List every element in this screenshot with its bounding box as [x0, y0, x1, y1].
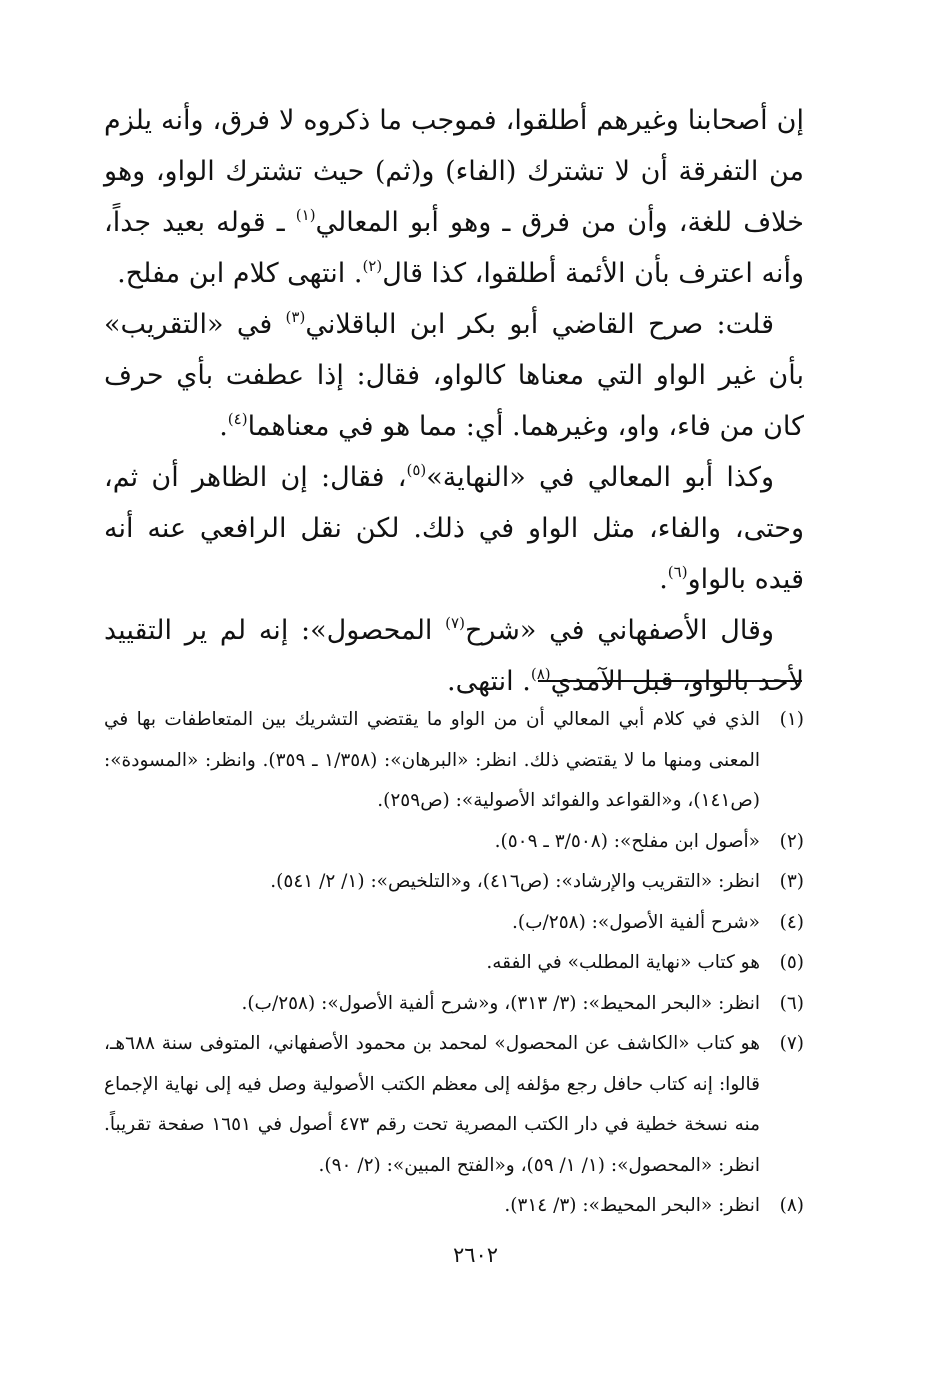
- footnote-ref-7[interactable]: (٧): [445, 614, 465, 632]
- footnote-text: الذي في كلام أبي المعالي أن من الواو ما يقتضي التشريك بين المتعاطفات بها في المعنى ومنها ما لا يقتضي ذلك. انظر: «البرهان»: (١/٣٥٨ ـ ٣٥٩). وانظر: «المسودة»: (ص١٤١)، و«القواعد والفوائد الأصولية»: (ص٢٥٩).: [104, 709, 760, 811]
- footnote-text: انظر: «التقريب والإرشاد»: (ص٤١٦)، و«التلخيص»: (١/ ٢/ ٥٤١).: [270, 871, 760, 892]
- footnote-number: (٥): [779, 952, 804, 973]
- footnote-number: (٦): [779, 992, 804, 1014]
- paragraph-4: [104, 605, 804, 707]
- paragraph-text: وكذا أبو المعالي في «النهاية»: [426, 462, 775, 493]
- footnote-ref-5[interactable]: (٥): [406, 461, 427, 479]
- footnotes: [104, 700, 804, 1227]
- paragraph-text: .: [659, 564, 668, 595]
- footnote-ref-2[interactable]: (٢): [362, 257, 383, 275]
- footnote-number: (٨): [779, 1195, 804, 1216]
- footnote-number: (٣): [779, 871, 804, 892]
- footnote-text: «أصول ابن مفلح»: (٣/٥٠٨ ـ ٥٠٩).: [494, 830, 760, 852]
- paragraph-text: .: [219, 411, 228, 442]
- paragraph-text: في «التقريب» بأن غير الواو التي معناها كالواو، فقال: إذا عطفت بأي حرف كان من فاء، واو، وغيرهما. أي: مما هو في معناهما: [104, 309, 804, 442]
- footnote-ref-4[interactable]: (٤): [227, 410, 248, 428]
- footnote-1: [104, 700, 804, 822]
- paragraph-text: وقال الأصفهاني في «شرح: [464, 615, 774, 646]
- paragraph-text: . انتهى كلام ابن مفلح.: [117, 258, 363, 289]
- footnote-ref-6[interactable]: (٦): [667, 563, 688, 581]
- paragraph-1: [104, 95, 804, 299]
- footnote-3: [104, 862, 804, 903]
- footnote-ref-1[interactable]: (١): [295, 206, 316, 224]
- paragraph-text: ـ قوله بعيد جداً، وأنه اعترف بأن الأئمة أطلقوا، كذا قال: [104, 207, 804, 289]
- paragraph-3: [104, 452, 804, 605]
- footnote-number: (٤): [779, 911, 804, 933]
- footnote-ref-8[interactable]: (٨): [530, 665, 551, 683]
- footnote-number: (١): [779, 709, 804, 730]
- footnote-text: انظر: «البحر المحيط»: (٣/ ٣١٤).: [504, 1195, 760, 1216]
- paragraph-text: إن أصحابنا وغيرهم أطلقوا، فموجب ما ذكروه لا فرق، وأنه يلزم من التفرقة أن لا تشترك (الفاء) و(ثم) حيث تشترك الواو، وهو خلاف للغة، وأن من فرق ـ وهو أبو المعالي: [104, 105, 804, 238]
- footnote-7: [104, 1024, 804, 1186]
- footnote-5: [104, 943, 804, 984]
- page-number: ٢٦٠٢: [452, 1243, 499, 1267]
- footnote-text: هو كتاب «الكاشف عن المحصول» لمحمد بن محمود الأصفهاني، المتوفى سنة ٦٨٨هـ، قالوا: إنه كتاب حافل رجع مؤلفه إلى معظم الكتب الأصولية وصل فيه إلى نهاية الإجماع منه نسخة خطية في دار الكتب المصرية تحت رقم ٤٧٣ أصول في ١٦٥١ صفحة تقريباً. انظر: «المحصول»: (١/ ١/ ٥٩)، و«الفتح المبين»: (٢/ ٩٠).: [104, 1033, 760, 1176]
- footnote-6: [104, 984, 804, 1025]
- footnote-8: [104, 1186, 804, 1227]
- footnote-4: [104, 903, 804, 944]
- footnote-text: هو كتاب «نهاية المطلب» في الفقه.: [486, 952, 760, 973]
- footnote-number: (٢): [779, 830, 804, 852]
- footnote-2: [104, 822, 804, 863]
- footnote-separator: [538, 680, 802, 682]
- paragraph-text: قلت: صرح القاضي أبو بكر ابن الباقلاني: [305, 309, 774, 340]
- footnote-text: «شرح ألفية الأصول»: (٢٥٨/ب).: [512, 911, 760, 933]
- footnote-ref-3[interactable]: (٣): [285, 308, 306, 326]
- paragraph-text: ، فقال: إن الظاهر أن ثم، وحتى، والفاء، مثل الواو في ذلك. لكن نقل الرافعي عنه أنه قيده بالواو: [104, 462, 804, 595]
- paragraph-2: [104, 299, 804, 452]
- paragraph-text: . انتهى.: [446, 666, 531, 697]
- main-text: [104, 95, 804, 707]
- footnote-number: (٧): [779, 1033, 804, 1054]
- paragraph-text: المحصول»: إنه لم ير التقييد لأحد بالواو، قبل الآمدي: [104, 615, 804, 697]
- footnote-text: انظر: «البحر المحيط»: (٣/ ٣١٣)، و«شرح ألفية الأصول»: (٢٥٨/ب).: [241, 992, 760, 1014]
